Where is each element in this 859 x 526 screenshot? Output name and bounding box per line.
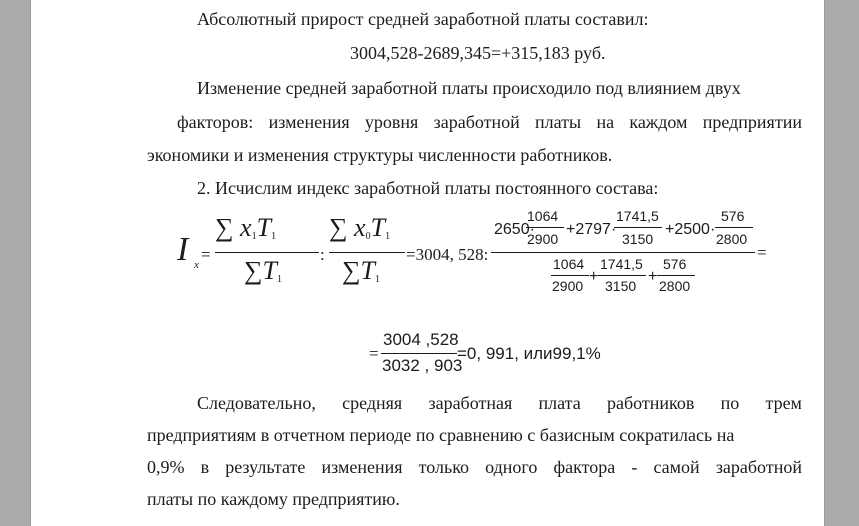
document-page: [30, 0, 825, 526]
fraction-denominator: 2900: [552, 278, 584, 294]
word: заработной: [433, 112, 520, 132]
word: каждом: [629, 112, 688, 132]
word: самой: [653, 457, 700, 477]
subscript: 0: [365, 231, 371, 242]
result-value: =0, 991, или99,1%: [457, 344, 601, 363]
fraction-denominator: 2800: [716, 231, 748, 247]
coefficient: +2500·: [665, 221, 716, 238]
paragraph-line-justified: [177, 113, 802, 131]
division-colon: :: [320, 245, 325, 264]
word: изменения: [321, 457, 403, 477]
equals-sign: =: [369, 344, 379, 363]
fraction-bar: [614, 227, 662, 228]
word: только: [418, 457, 470, 477]
text-absolute-growth: Абсолютный прирост средней заработной платы составил:: [197, 9, 649, 29]
fraction-numerator: 1064: [553, 256, 585, 272]
fraction-numerator: 1741,5: [600, 256, 643, 272]
fraction-bar: [598, 275, 646, 276]
var-x: x: [240, 213, 252, 242]
fraction-bar: [526, 227, 564, 228]
word: одного: [485, 457, 538, 477]
paragraph-line: предприятиям в отчетном периоде по сравнению с базисным сократилась на: [147, 425, 735, 445]
paragraph-line: экономики и изменения структуры численности работников.: [147, 145, 613, 165]
result-numerator: 3004 ,528: [383, 330, 459, 349]
subscript: 1: [271, 231, 277, 242]
word: на: [596, 112, 615, 132]
word: результате: [225, 457, 306, 477]
word: трем: [765, 393, 802, 413]
var-T: T: [370, 213, 386, 242]
fraction-numerator: [329, 215, 390, 242]
result-denominator: 3032 , 903: [382, 356, 463, 375]
fraction-numerator: 576: [663, 256, 687, 272]
word: заработная: [428, 393, 513, 413]
word: фактора: [553, 457, 616, 477]
word: платы: [535, 112, 582, 132]
word: по: [720, 393, 740, 413]
plus-sign: +: [648, 268, 658, 285]
coefficient: +2797·: [566, 221, 617, 238]
fraction-numerator: 1064: [527, 208, 559, 224]
fraction-bar: [657, 275, 695, 276]
word: изменения: [268, 112, 350, 132]
plus-sign: +: [589, 268, 599, 285]
sum-symbol: ∑: [329, 213, 348, 242]
subscript: 1: [251, 231, 257, 242]
equals-value: =3004, 528:: [406, 245, 489, 264]
main-fraction-bar: [491, 252, 755, 253]
word: 0,9%: [147, 457, 185, 477]
fraction-denominator: 2900: [527, 231, 559, 247]
var-T: T: [262, 256, 278, 285]
paragraph-line: платы по каждому предприятию.: [147, 489, 400, 509]
word: плата: [538, 393, 581, 413]
paragraph-line-justified: [197, 394, 802, 412]
equals-sign: =: [201, 245, 211, 264]
text-growth-calculation: 3004,528-2689,345=+315,183 руб.: [350, 43, 606, 63]
step-heading: 2. Исчислим индекс заработной платы постоянного состава:: [197, 178, 659, 198]
fraction-bar: [215, 252, 319, 253]
word: факторов:: [177, 112, 254, 132]
word: предприятии: [702, 112, 802, 132]
fraction-denominator: 2800: [659, 278, 691, 294]
fraction-denominator: [342, 258, 380, 285]
subscript: 1: [375, 274, 381, 285]
word: в: [200, 457, 210, 477]
fraction-denominator: 3150: [605, 278, 637, 294]
coefficient: 2650·: [494, 221, 535, 238]
fraction-numerator: 576: [721, 208, 745, 224]
fraction-bar: [715, 227, 753, 228]
word: работников: [606, 393, 695, 413]
paragraph-line: Изменение средней заработной платы происходило под влиянием двух: [197, 78, 741, 98]
sum-symbol: ∑: [215, 213, 234, 242]
word: -: [631, 457, 638, 477]
paragraph-line-justified: [147, 458, 802, 476]
word: Следовательно,: [197, 393, 316, 413]
var-x: x: [354, 213, 366, 242]
var-T: T: [360, 256, 376, 285]
word: уровня: [364, 112, 419, 132]
fraction-denominator: [244, 258, 282, 285]
subscript: 1: [277, 274, 283, 285]
fraction-bar: [329, 252, 405, 253]
index-subscript: x: [194, 259, 199, 271]
var-T: T: [256, 213, 272, 242]
sum-symbol: ∑: [244, 256, 263, 285]
fraction-numerator: [215, 215, 276, 242]
sum-symbol: ∑: [342, 256, 361, 285]
fraction-numerator: 1741,5: [616, 208, 659, 224]
fraction-denominator: 3150: [622, 231, 654, 247]
fraction-bar: [551, 275, 589, 276]
equals-sign: =: [757, 243, 767, 262]
index-symbol: I: [177, 231, 189, 268]
fraction-bar: [381, 353, 457, 354]
word: средняя: [342, 393, 403, 413]
word: заработной: [715, 457, 802, 477]
subscript: 1: [385, 231, 391, 242]
